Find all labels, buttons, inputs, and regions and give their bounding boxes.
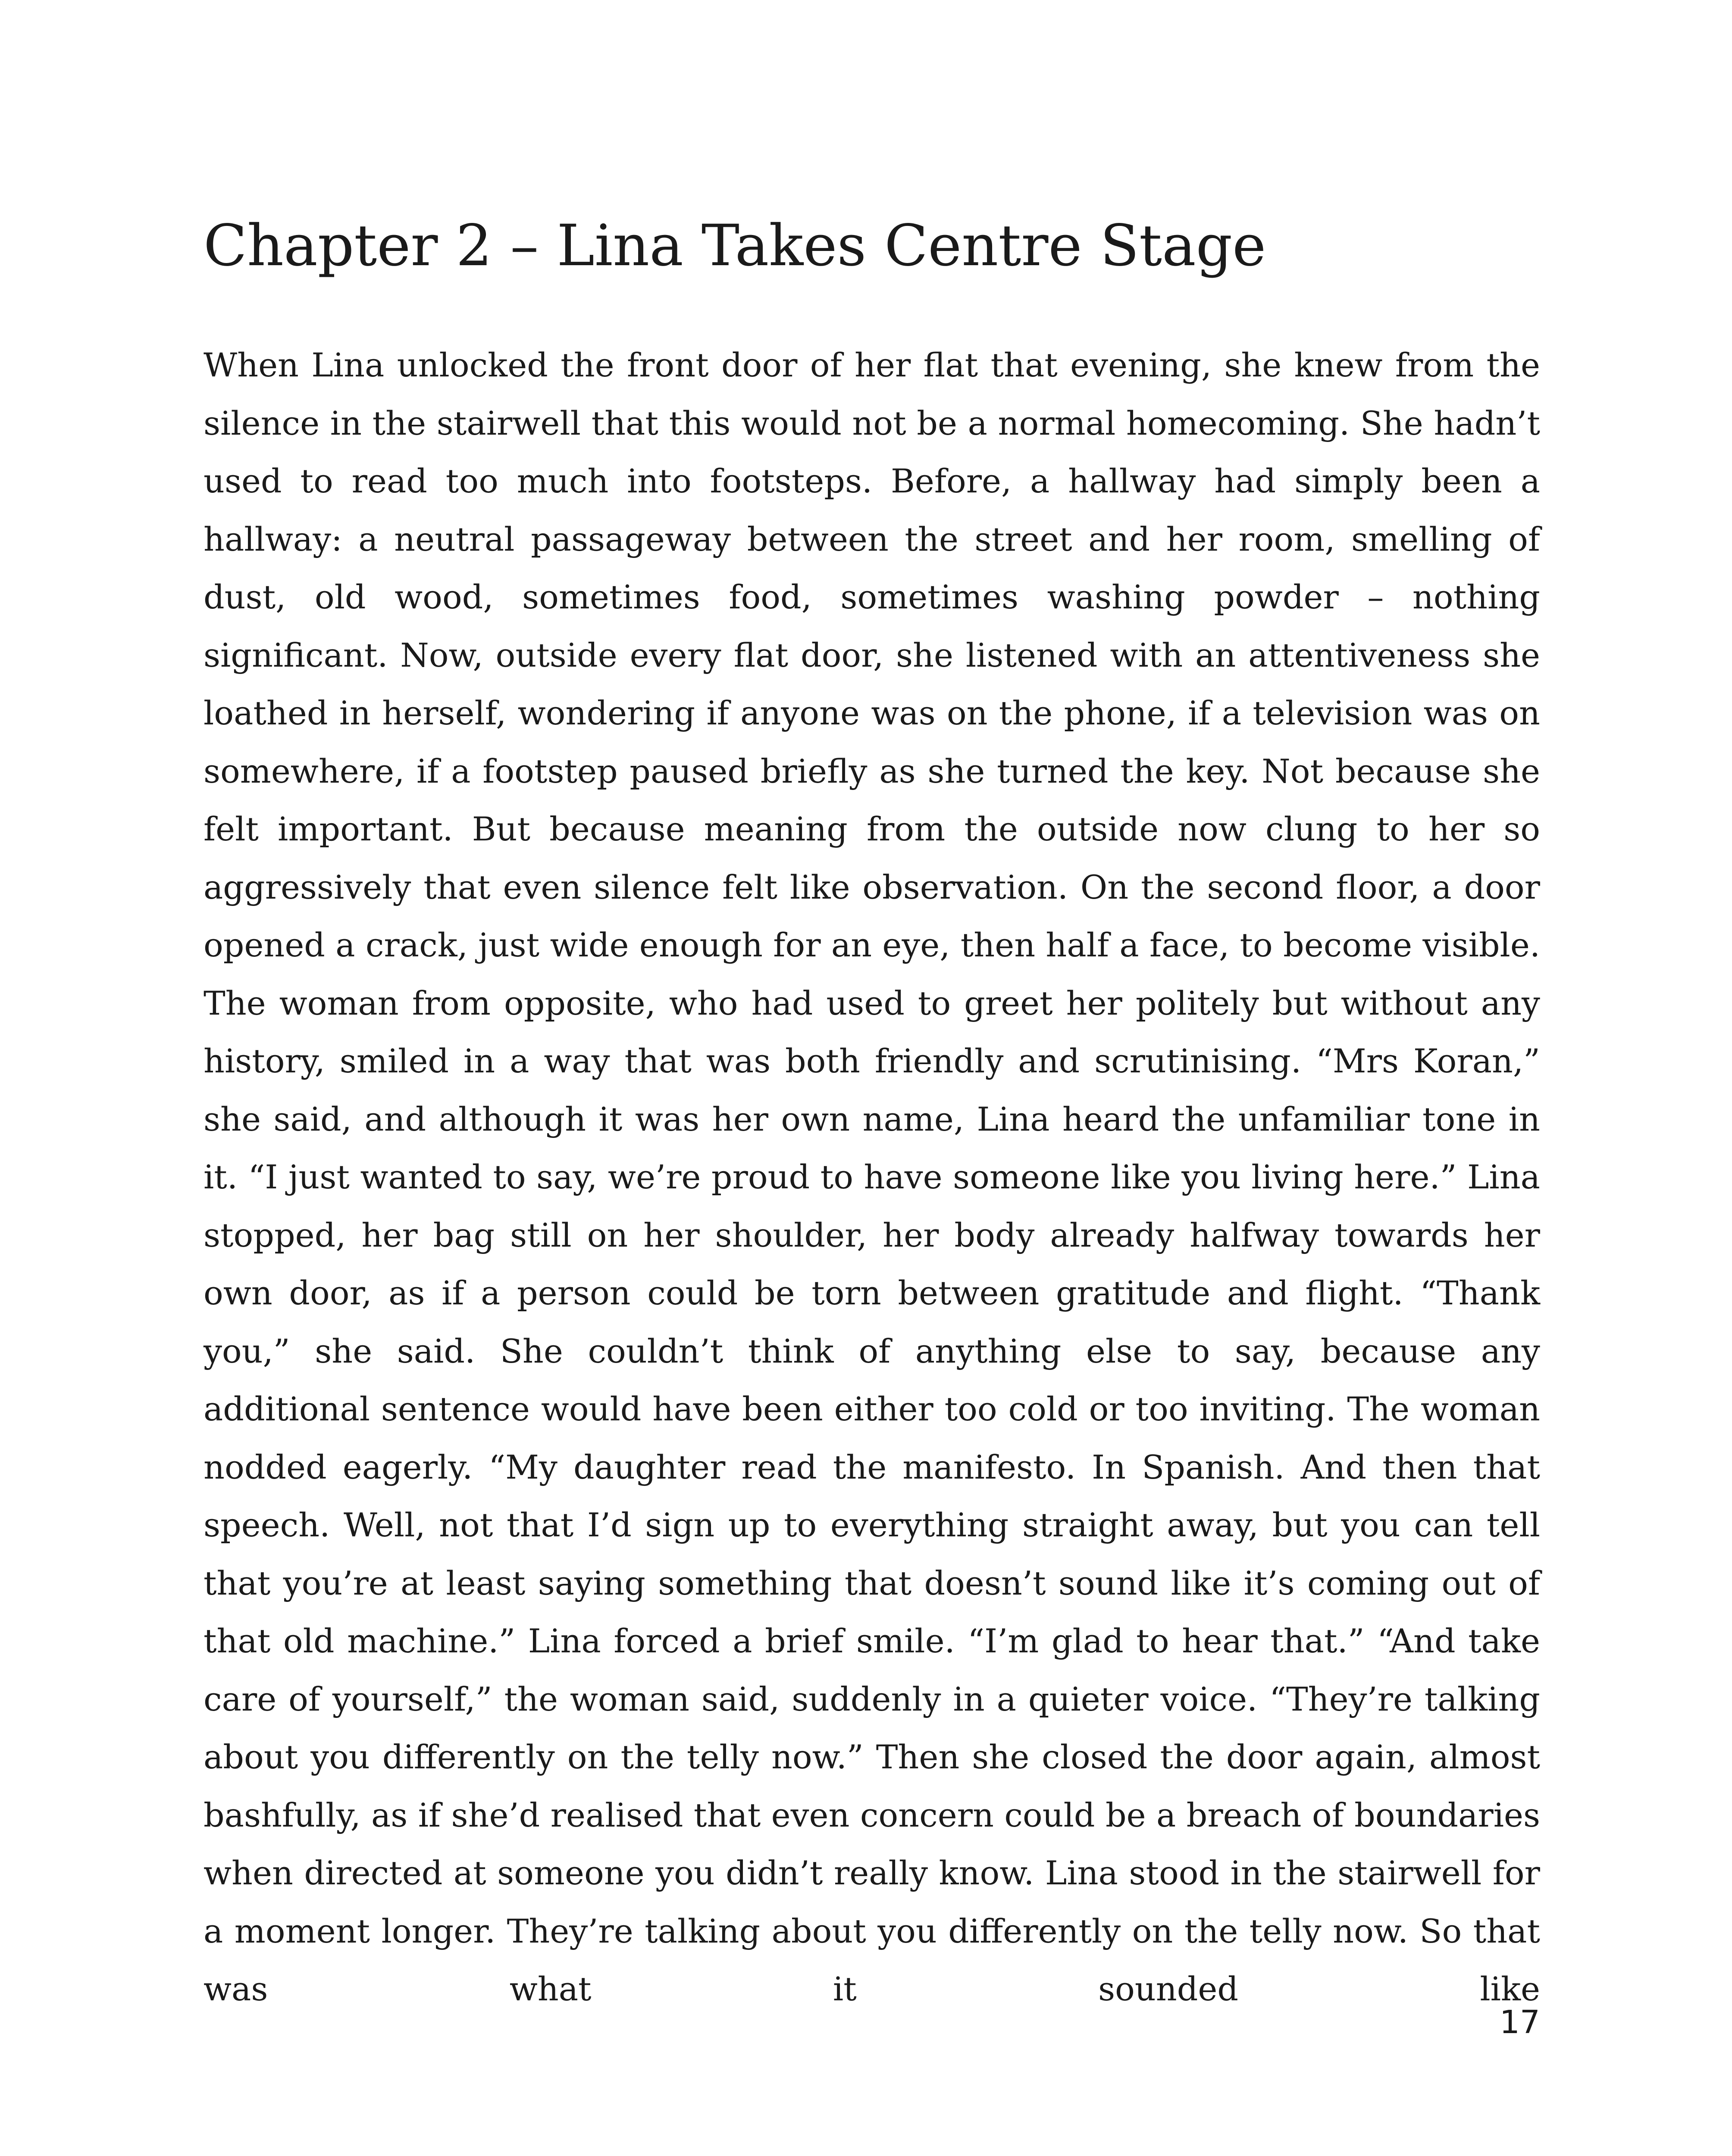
chapter-title: Chapter 2 – Lina Takes Centre Stage [204,213,1266,279]
body-paragraph: When Lina unlocked the front door of her flat that evening, she knew from the silence in the stairwell that this would not be a normal homecoming. She hadn’t used to read too much into footsteps. Before, a hallway had simply been a hallway: a neutral passageway between the street and her room, smelling of dust, old wood, sometimes food, sometimes washing powder – nothing significant. Now, outside every flat door, she listened with an attentiveness she loathed in herself, wondering if anyone was on the phone, if a television was on somewhere, if a footstep paused briefly as she turned the key. Not because she felt important. But because meaning from the outside now clung to her so aggressively that even silence felt like observation. On the second floor, a door opened a crack, just wide enough for an eye, then half a face, to become visible. The woman from opposite, who had used to greet her politely but without any history, smiled in a way that was both friendly and scrutinising. “Mrs Koran,” she said, and although it was her own name, Lina heard the unfamiliar tone in it. “I just wanted to say, we’re proud to have someone like you living here.” Lina stopped, her bag still on her shoulder, her body already halfway towards her own door, as if a person could be torn between gratitude and flight. “Thank you,” she said. She couldn’t think of anything else to say, because any additional sentence would have been either too cold or too inviting. The woman nodded eagerly. “My daughter read the manifesto. In Spanish. And then that speech. Well, not that I’d sign up to everything straight away, but you can tell that you’re at least saying something that doesn’t sound like it’s coming out of that old machine.” Lina forced a brief smile. “I’m glad to hear that.” “And take care of yourself,” the woman said, suddenly in a quieter voice. “They’re talking about you differently on the telly now.” Then she closed the door again, almost bashfully, as if she’d realised that even concern could be a breach of boundaries when directed at someone you didn’t really know. Lina stood in the stairwell for a moment longer. They’re talking about you differently on the telly now. So that was what it sounded like [204,346,1540,2008]
page-number: 17 [1499,2004,1540,2041]
